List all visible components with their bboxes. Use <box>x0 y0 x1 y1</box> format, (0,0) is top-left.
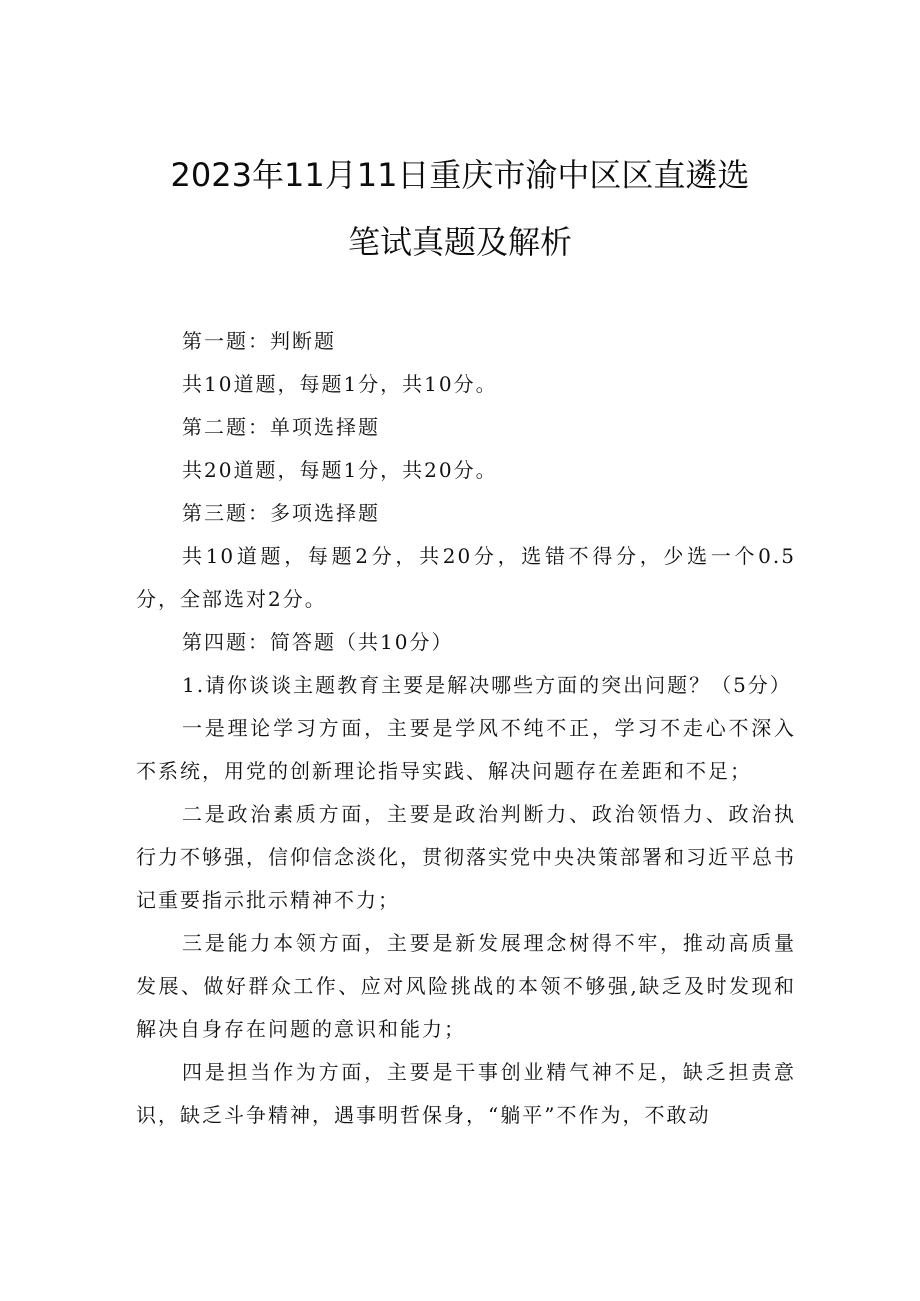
section-1-heading: 第一题：判断题 <box>182 329 336 353</box>
section-1-detail: 共10道题，每题1分，共10分。 <box>182 372 498 396</box>
section-3-detail: 共10道题，每题2分，共20分，选错不得分，少选一个0.5分，全部选对2分。 <box>136 544 796 611</box>
section-2-detail: 共20道题，每题1分，共20分。 <box>182 458 498 482</box>
document-body <box>136 320 796 1137</box>
answer-paragraph-1: 一是理论学习方面，主要是学风不纯不正，学习不走心不深入不系统，用党的创新理论指导实践、解决问题存在差距和不足； <box>136 716 796 783</box>
section-4-heading: 第四题：简答题（共10分） <box>182 630 454 654</box>
document-title-line-1: 2023年11月11日重庆市渝中区区直遴选 <box>170 156 750 194</box>
section-2-heading: 第二题：单项选择题 <box>182 415 380 439</box>
question-1-text: 1.请你谈谈主题教育主要是解决哪些方面的突出问题？（5分） <box>182 673 792 697</box>
answer-paragraph-3: 三是能力本领方面，主要是新发展理念树得不牢，推动高质量发展、做好群众工作、应对风险挑战的本领不够强,缺乏及时发现和解决自身存在问题的意识和能力； <box>136 931 796 1041</box>
answer-paragraph-2: 二是政治素质方面，主要是政治判断力、政治领悟力、政治执行力不够强，信仰信念淡化，贯彻落实党中央决策部署和习近平总书记重要指示批示精神不力； <box>136 802 796 912</box>
section-3-heading: 第三题：多项选择题 <box>182 501 380 525</box>
document-title-line-2: 笔试真题及解析 <box>347 223 572 261</box>
answer-paragraph-4: 四是担当作为方面，主要是干事创业精气神不足，缺乏担责意识，缺乏斗争精神，遇事明哲保身，“躺平”不作为，不敢动 <box>136 1060 796 1127</box>
